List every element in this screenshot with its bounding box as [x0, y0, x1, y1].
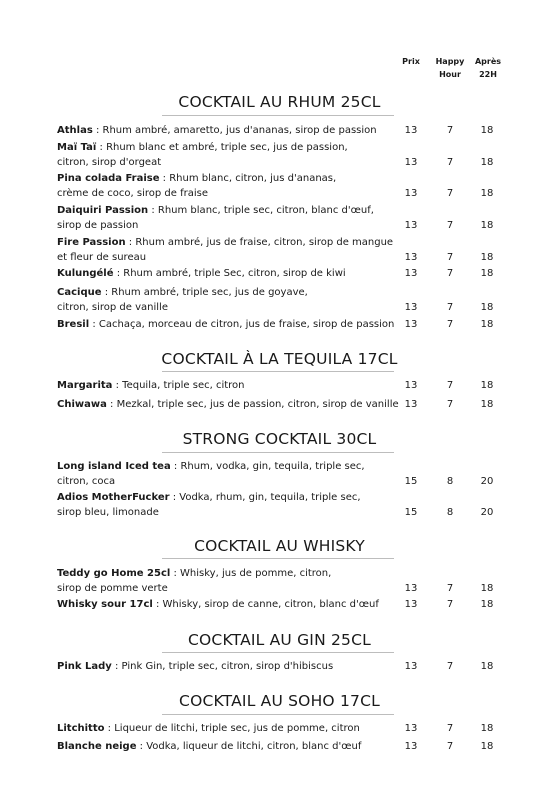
- menu-item-text: [57, 491, 407, 520]
- menu-item-text: [57, 204, 407, 233]
- section-divider: [162, 452, 394, 453]
- menu-item-text: [57, 286, 407, 315]
- menu-item-description: Rhum blanc, triple sec, citron, blanc d'œuf, sirop de passion: [57, 205, 374, 231]
- separator: :: [125, 237, 136, 248]
- menu-item-description: Mezkal, triple sec, jus de passion, citron, sirop de vanille: [116, 399, 399, 410]
- menu-item: [57, 660, 547, 675]
- menu-item-name: Litchitto: [57, 723, 105, 734]
- menu-item-description: Whisky, jus de pomme, citron, sirop de pomme verte: [57, 568, 332, 594]
- price-happy-hour: 8: [446, 475, 454, 487]
- menu-item-text: [57, 660, 407, 675]
- price-happy-hour: 7: [446, 251, 454, 263]
- price-after-22h: 18: [480, 251, 494, 263]
- price-after-22h: 18: [480, 380, 494, 391]
- price-regular: 13: [404, 301, 418, 313]
- section-title: COCKTAIL À LA TEQUILA 17CL: [161, 350, 398, 368]
- menu-item-name: Pina colada Fraise: [57, 173, 160, 184]
- separator: :: [112, 380, 123, 391]
- price-happy-hour: 7: [446, 219, 454, 231]
- menu-item: [57, 460, 547, 489]
- price-regular: 13: [404, 599, 418, 610]
- price-after-22h: 18: [480, 723, 494, 734]
- menu-item-name: Whisky sour 17cl: [57, 599, 153, 610]
- price-regular: 13: [404, 661, 418, 672]
- menu-item-name: Cacique: [57, 287, 102, 298]
- price-happy-hour: 7: [446, 741, 454, 752]
- menu-item: [57, 236, 547, 265]
- price-regular: 13: [404, 723, 418, 734]
- price-after-22h: 18: [480, 399, 494, 410]
- price-after-22h: 20: [480, 475, 494, 487]
- menu-item-name: Athlas: [57, 125, 93, 136]
- price-happy-hour: 7: [446, 156, 454, 168]
- price-happy-hour: 7: [446, 723, 454, 734]
- column-header-prix: Prix: [402, 57, 420, 66]
- section-title: COCKTAIL AU SOHO 17CL: [179, 692, 380, 710]
- price-regular: 13: [404, 741, 418, 752]
- menu-item-name: Adios MotherFucker: [57, 492, 170, 503]
- price-regular: 13: [404, 251, 418, 263]
- menu-item-description: Rhum blanc, citron, jus d'ananas, crème de coco, sirop de fraise: [57, 173, 337, 199]
- price-happy-hour: 7: [446, 125, 454, 136]
- menu-item-text: [57, 318, 407, 333]
- menu-item: [57, 318, 547, 333]
- separator: :: [170, 461, 181, 472]
- section-divider: [162, 652, 394, 653]
- price-regular: 15: [404, 506, 418, 518]
- menu-item-name: Margarita: [57, 380, 113, 391]
- menu-item-description: Rhum ambré, jus de fraise, citron, sirop de mangue et fleur de sureau: [57, 237, 394, 263]
- menu-item-description: Rhum ambré, triple sec, jus de goyave, citron, sirop de vanille: [57, 287, 308, 313]
- menu-item-description: Rhum ambré, triple Sec, citron, sirop de kiwi: [123, 268, 346, 279]
- menu-item-text: [57, 460, 407, 489]
- happy-hour-label: Happy Hour: [435, 57, 465, 79]
- menu-item-description: Vodka, liqueur de litchi, citron, blanc d'œuf: [146, 741, 362, 752]
- section-title: STRONG COCKTAIL 30CL: [182, 430, 377, 448]
- separator: :: [89, 319, 99, 330]
- menu-item: [57, 491, 547, 520]
- menu-item-name: Blanche neige: [57, 741, 137, 752]
- price-regular: 13: [404, 125, 418, 136]
- menu-item-description: Vodka, rhum, gin, tequila, triple sec, sirop bleu, limonade: [57, 492, 361, 518]
- section-divider: [162, 115, 394, 116]
- menu-item-name: Chiwawa: [57, 399, 107, 410]
- price-regular: 15: [404, 475, 418, 487]
- price-after-22h: 18: [480, 219, 494, 231]
- menu-item-text: [57, 598, 407, 613]
- price-regular: 13: [404, 582, 418, 594]
- price-after-22h: 18: [480, 156, 494, 168]
- separator: :: [148, 205, 158, 216]
- separator: :: [159, 173, 170, 184]
- price-regular: 13: [404, 219, 418, 231]
- price-happy-hour: 7: [446, 661, 454, 672]
- menu-item: [57, 286, 547, 315]
- price-after-22h: 18: [480, 582, 494, 594]
- menu-item-text: [57, 236, 407, 265]
- menu-item-name: Maï Taï: [57, 142, 97, 153]
- menu-item: [57, 598, 547, 613]
- menu-item-description: Rhum ambré, amaretto, jus d'ananas, sirop de passion: [102, 125, 377, 136]
- section-divider: [162, 371, 394, 372]
- separator: :: [113, 268, 124, 279]
- price-after-22h: 18: [480, 125, 494, 136]
- price-after-22h: 20: [480, 506, 494, 518]
- separator: :: [104, 723, 115, 734]
- price-happy-hour: 7: [446, 380, 454, 391]
- separator: :: [106, 399, 117, 410]
- menu-item-text: [57, 379, 407, 394]
- price-after-22h: 18: [480, 741, 494, 752]
- price-happy-hour: 7: [446, 319, 454, 330]
- menu-item: [57, 379, 547, 394]
- price-after-22h: 18: [480, 187, 494, 199]
- menu-item: [57, 124, 547, 139]
- separator: :: [111, 661, 122, 672]
- menu-item-name: Pink Lady: [57, 661, 112, 672]
- menu-item-text: [57, 124, 407, 139]
- menu-item-description: Rhum, vodka, gin, tequila, triple sec, citron, coca: [57, 461, 365, 487]
- price-happy-hour: 7: [446, 187, 454, 199]
- section-title: COCKTAIL AU RHUM 25CL: [178, 93, 381, 111]
- menu-item: [57, 267, 547, 282]
- menu-item-text: [57, 172, 407, 201]
- menu-item-description: Rhum blanc et ambré, triple sec, jus de passion, citron, sirop d'orgeat: [57, 142, 348, 168]
- separator: :: [92, 125, 103, 136]
- price-after-22h: 18: [480, 599, 494, 610]
- section-divider: [162, 714, 394, 715]
- menu-item: [57, 141, 547, 170]
- separator: :: [101, 287, 112, 298]
- menu-item: [57, 567, 547, 596]
- menu-item-text: [57, 567, 407, 596]
- price-regular: 13: [404, 399, 418, 410]
- price-happy-hour: 7: [446, 268, 454, 279]
- menu-item-name: Daiquiri Passion: [57, 205, 149, 216]
- menu-item-text: [57, 398, 407, 413]
- price-happy-hour: 7: [446, 399, 454, 410]
- separator: :: [96, 142, 107, 153]
- separator: :: [169, 492, 180, 503]
- menu-item-description: Whisky, sirop de canne, citron, blanc d'œuf: [162, 599, 379, 610]
- section-divider: [162, 558, 394, 559]
- menu-item-name: Teddy go Home 25cl: [57, 568, 171, 579]
- menu-item-name: Kulungélé: [57, 268, 114, 279]
- separator: :: [170, 568, 181, 579]
- menu-item-description: Pink Gin, triple sec, citron, sirop d'hibiscus: [121, 661, 334, 672]
- menu-item-name: Fire Passion: [57, 237, 126, 248]
- price-happy-hour: 7: [446, 599, 454, 610]
- price-regular: 13: [404, 319, 418, 330]
- menu-item-description: Tequila, triple sec, citron: [122, 380, 245, 391]
- menu-item-name: Long island Iced tea: [57, 461, 171, 472]
- price-after-22h: 18: [480, 319, 494, 330]
- menu-item-text: [57, 740, 407, 755]
- price-happy-hour: 7: [446, 301, 454, 313]
- separator: :: [152, 599, 163, 610]
- menu-item: [57, 204, 547, 233]
- menu-item-name: Bresil: [57, 319, 90, 330]
- price-regular: 13: [404, 380, 418, 391]
- menu-item-description: Liqueur de litchi, triple sec, jus de pomme, citron: [114, 723, 360, 734]
- price-after-22h: 18: [480, 268, 494, 279]
- menu-item-text: [57, 267, 407, 282]
- menu-item-description: Cachaça, morceau de citron, jus de fraise, sirop de passion: [98, 319, 395, 330]
- price-regular: 13: [404, 268, 418, 279]
- price-after-22h: 18: [480, 301, 494, 313]
- column-header-apres-22h: [472, 55, 504, 81]
- price-happy-hour: 7: [446, 582, 454, 594]
- menu-item: [57, 722, 547, 737]
- price-regular: 13: [404, 156, 418, 168]
- price-after-22h: 18: [480, 661, 494, 672]
- separator: :: [136, 741, 147, 752]
- apres-22h-label: Après 22H: [474, 57, 502, 79]
- menu-item: [57, 172, 547, 201]
- menu-item-text: [57, 141, 407, 170]
- price-happy-hour: 8: [446, 506, 454, 518]
- column-header-happy-hour: [430, 55, 470, 81]
- menu-item-text: [57, 722, 407, 737]
- menu-item: [57, 398, 547, 413]
- section-title: COCKTAIL AU GIN 25CL: [188, 631, 371, 649]
- menu-item: [57, 740, 547, 755]
- price-regular: 13: [404, 187, 418, 199]
- section-title: COCKTAIL AU WHISKY: [194, 537, 365, 555]
